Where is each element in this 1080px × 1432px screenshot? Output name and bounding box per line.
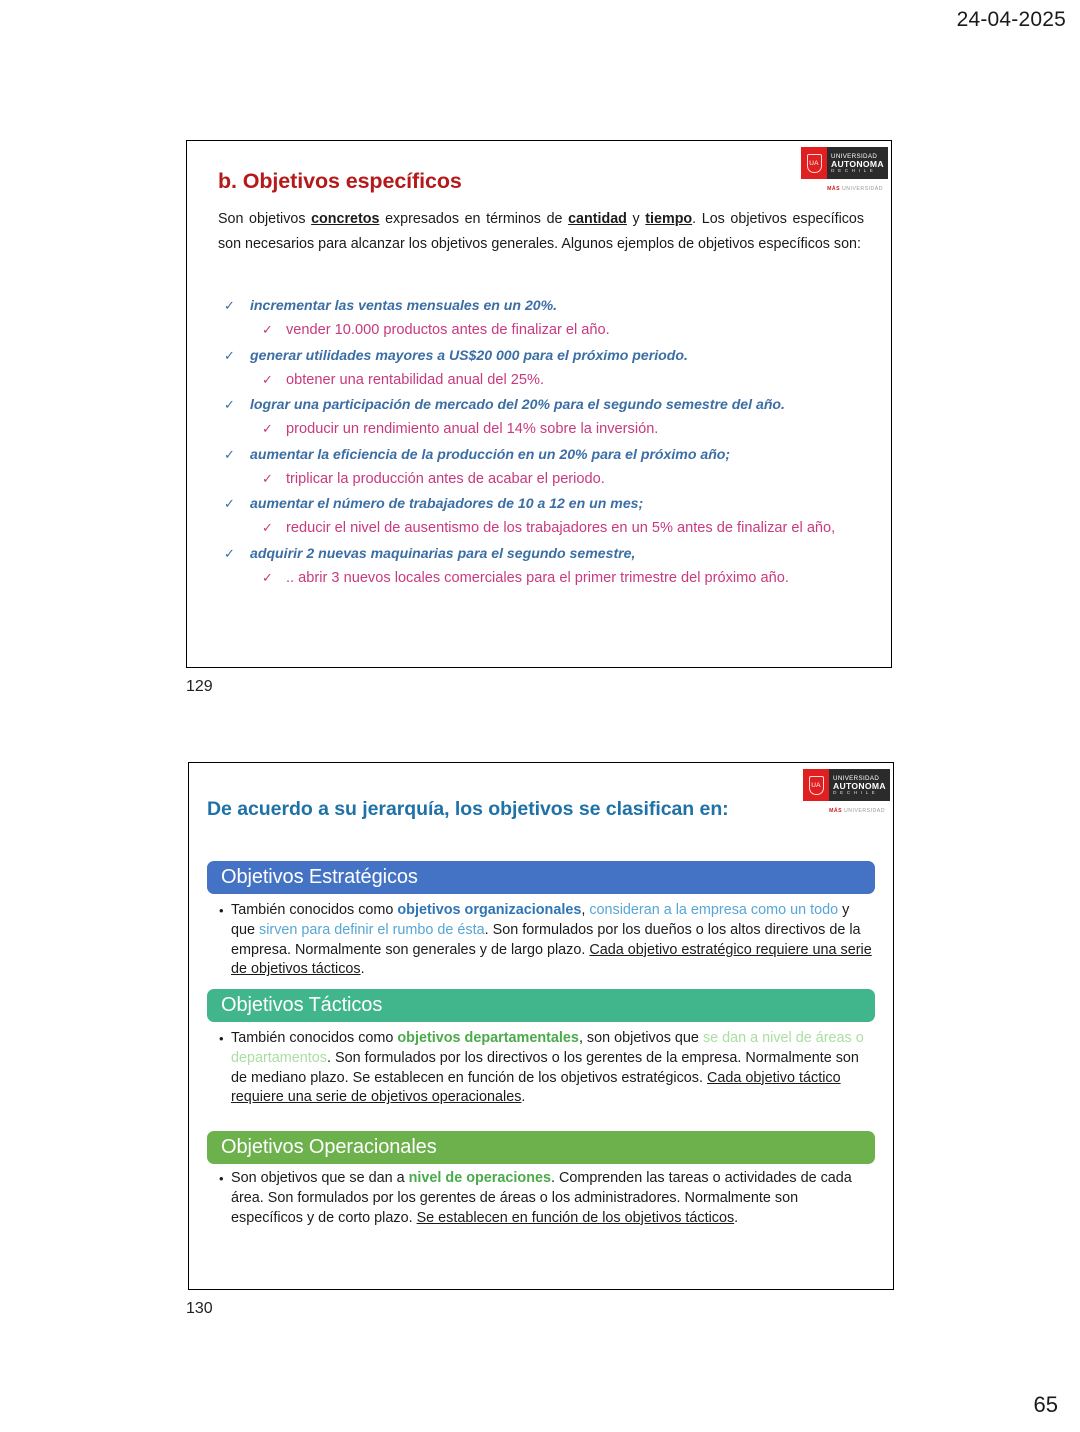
category-header-operacionales: Objetivos Operacionales bbox=[207, 1131, 875, 1164]
list-item bbox=[218, 541, 866, 566]
page-date-header: 24-04-2025 bbox=[956, 8, 1066, 31]
logo-tagline-rest: UNIVERSIDAD bbox=[842, 808, 885, 814]
check-icon: ✓ bbox=[262, 520, 273, 535]
seg-c: , bbox=[581, 902, 590, 918]
slide-1-title: b. Objetivos específicos bbox=[218, 169, 462, 193]
seg-a: Son objetivos que se dan a bbox=[231, 1170, 409, 1186]
list-item bbox=[218, 417, 866, 442]
logo-line-2: AUTONOMA bbox=[831, 159, 884, 170]
list-item-label: obtener una rentabilidad anual del 25%. bbox=[286, 371, 545, 388]
seg-highlight: nivel de operaciones bbox=[408, 1170, 551, 1186]
category-body-operacionales bbox=[219, 1169, 873, 1228]
seg-c: , son objetivos que bbox=[578, 1030, 703, 1046]
check-icon: ✓ bbox=[224, 446, 235, 462]
intro-part-e: y bbox=[626, 211, 646, 227]
page-footer-number: 65 bbox=[1033, 1392, 1058, 1417]
list-item-label: aumentar el número de trabajadores de 10 a 12 en un mes; bbox=[250, 495, 644, 511]
check-icon: ✓ bbox=[224, 545, 235, 561]
slide-number-130: 130 bbox=[186, 1300, 213, 1317]
intro-emphasis-tiempo: tiempo bbox=[645, 211, 693, 227]
shield-icon-label: UA bbox=[807, 154, 822, 173]
category-body-text bbox=[219, 1029, 873, 1108]
list-item-label: triplicar la producción antes de acabar el periodo. bbox=[286, 470, 605, 487]
slide-number-129: 129 bbox=[186, 678, 213, 695]
shield-icon bbox=[803, 769, 829, 801]
intro-part-g: . Los objetivos específicos son necesarios para alcanzar los objetivos generales. Algunos ejemplos de objetivos específicos son: bbox=[218, 211, 865, 252]
seg-underline: Cada objetivo táctico requiere una serie de objetivos operacionales bbox=[231, 1069, 841, 1106]
seg-c: . Comprenden las tareas o actividades de cada área. Son formulados por los gerentes de áreas o los administradores. Normalmente son específicos y de corto plazo. bbox=[231, 1170, 852, 1226]
seg-a: También conocidos como bbox=[231, 902, 398, 918]
list-item bbox=[218, 343, 866, 368]
category-header-estrategicos: Objetivos Estratégicos bbox=[207, 861, 875, 894]
logo-line-1: UNIVERSIDAD bbox=[833, 774, 880, 782]
slide-1-objectives-list bbox=[218, 293, 866, 590]
logo-line-1: UNIVERSIDAD bbox=[831, 152, 878, 160]
seg-e: . Son formulados por los directivos o los gerentes de la empresa. Normalmente son de mediano plazo. Se establecen en función de los objetivos estratégicos. bbox=[231, 1049, 859, 1086]
category-body-estrategicos bbox=[219, 901, 873, 980]
list-item bbox=[218, 293, 866, 318]
list-item-label: producir un rendimiento anual del 14% sobre la inversión. bbox=[286, 421, 659, 437]
list-item-label: generar utilidades mayores a US$20 000 para el próximo periodo. bbox=[250, 346, 688, 363]
logo-line-3: D E C H I L E bbox=[831, 169, 874, 175]
category-body-tacticos bbox=[219, 1029, 873, 1108]
list-item bbox=[218, 318, 866, 343]
seg-i: . bbox=[360, 961, 365, 978]
list-item-label: lograr una participación de mercado del 20% para el segundo semestre del año. bbox=[250, 396, 785, 412]
list-item bbox=[218, 442, 866, 467]
logo-line-3: D E C H I L E bbox=[833, 791, 876, 797]
check-icon: ✓ bbox=[262, 470, 273, 486]
list-item-label: adquirir 2 nuevas maquinarias para el segundo semestre, bbox=[250, 544, 636, 561]
logo-line-2: AUTONOMA bbox=[833, 781, 886, 792]
seg-highlight: objetivos departamentales bbox=[397, 1030, 579, 1046]
logo-tagline bbox=[827, 186, 883, 192]
check-icon: ✓ bbox=[224, 298, 235, 313]
logo-tagline-rest: UNIVERSIDAD bbox=[840, 186, 883, 192]
list-item bbox=[218, 392, 866, 417]
seg-soft-1: se dan a nivel de áreas o departamentos bbox=[231, 1030, 864, 1066]
check-icon: ✓ bbox=[262, 371, 273, 387]
category-body-text bbox=[219, 901, 873, 980]
seg-soft-2: sirven para definir el rumbo de ésta bbox=[259, 921, 485, 938]
list-item bbox=[218, 566, 866, 591]
seg-soft-1: consideran a la empresa como un todo bbox=[589, 902, 839, 918]
logo-wordmark bbox=[827, 147, 888, 179]
check-icon: ✓ bbox=[224, 347, 235, 363]
slide-2-title: De acuerdo a su jerarquía, los objetivos se clasifican en: bbox=[207, 798, 729, 820]
logo-tagline-accent: MÁS bbox=[829, 808, 843, 814]
bullet-icon: • bbox=[219, 1171, 224, 1186]
seg-i: . bbox=[734, 1209, 739, 1226]
logo-wordmark bbox=[829, 769, 890, 801]
check-icon: ✓ bbox=[224, 496, 235, 511]
list-item bbox=[218, 516, 866, 541]
seg-highlight: objetivos organizacionales bbox=[397, 902, 582, 918]
seg-e: y que bbox=[231, 902, 850, 938]
check-icon: ✓ bbox=[262, 421, 273, 436]
shield-icon-label: UA bbox=[809, 776, 824, 795]
bullet-icon: • bbox=[219, 1031, 224, 1046]
slide-1-intro-paragraph bbox=[218, 207, 864, 256]
logo-tagline bbox=[829, 808, 885, 814]
check-icon: ✓ bbox=[262, 322, 273, 337]
seg-underline: Se establecen en función de los objetivos tácticos bbox=[416, 1209, 735, 1226]
intro-emphasis-cantidad: cantidad bbox=[568, 211, 627, 227]
category-body-text bbox=[219, 1169, 873, 1228]
intro-part-c: expresados en términos de bbox=[379, 211, 569, 227]
intro-part-a: Son objetivos bbox=[218, 211, 312, 227]
list-item-label: incrementar las ventas mensuales en un 20%. bbox=[250, 297, 558, 313]
check-icon: ✓ bbox=[262, 569, 273, 585]
seg-g: . Son formulados por los dueños o los altos directivos de la empresa. Normalmente son generales y de largo plazo. bbox=[231, 921, 861, 958]
check-icon: ✓ bbox=[224, 397, 235, 412]
list-item-label: .. abrir 3 nuevos locales comerciales para el primer trimestre del próximo año. bbox=[286, 569, 789, 586]
list-item-label: reducir el nivel de ausentismo de los trabajadores en un 5% antes de finalizar el año, bbox=[286, 520, 836, 536]
slide-129 bbox=[186, 140, 892, 668]
list-item bbox=[218, 467, 866, 492]
list-item bbox=[218, 491, 866, 516]
intro-emphasis-concretos: concretos bbox=[311, 211, 380, 227]
bullet-icon: • bbox=[219, 903, 224, 918]
logo-tagline-accent: MÁS bbox=[827, 186, 841, 192]
seg-a: También conocidos como bbox=[231, 1030, 398, 1046]
list-item-label: aumentar la eficiencia de la producción en un 20% para el próximo año; bbox=[250, 445, 731, 462]
list-item bbox=[218, 368, 866, 393]
shield-icon bbox=[801, 147, 827, 179]
list-item-label: vender 10.000 productos antes de finalizar el año. bbox=[286, 322, 610, 338]
category-header-tacticos: Objetivos Tácticos bbox=[207, 989, 875, 1022]
slide-130 bbox=[188, 762, 894, 1290]
seg-underline: Cada objetivo estratégico requiere una serie de objetivos tácticos bbox=[231, 941, 872, 978]
seg-i: . bbox=[521, 1089, 526, 1106]
university-logo bbox=[803, 769, 889, 813]
university-logo bbox=[801, 147, 887, 191]
